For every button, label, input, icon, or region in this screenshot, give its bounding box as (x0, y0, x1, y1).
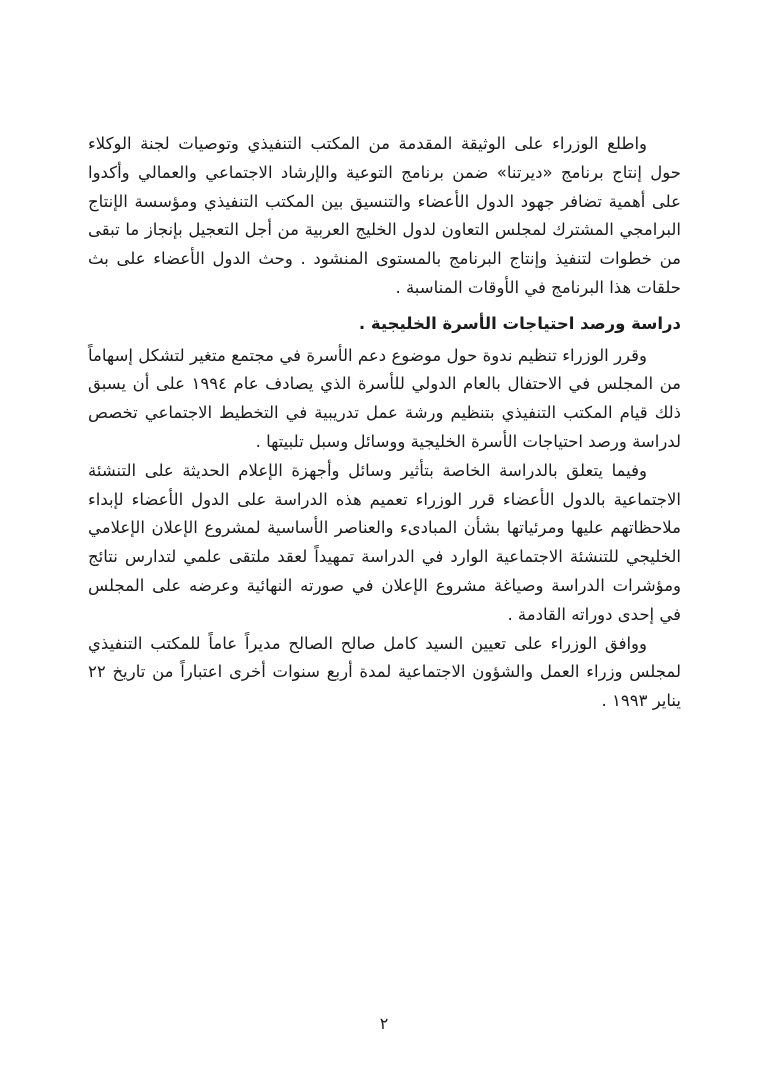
page-number: ٢ (379, 1014, 389, 1033)
paragraph-media-study: وفيما يتعلق بالدراسة الخاصة بتأثير وسائل وأجهزة الإعلام الحديثة على التنشئة الاجتماعية بالدول الأعضاء قرر الوزراء تعميم هذه الدراسة على الدول الأعضاء لإبداء ملاحظاتهم عليها ومرئياتها بشأن المبادىء والعناصر الأساسية لمشروع الإعلان الإعلامي الخليجي للتنشئة الاجتماعية الوارد في الدراسة تمهيداً لعقد ملتقى علمي لتدارس نتائج ومؤشرات الدراسة وصياغة مشروع الإعلان في صورته النهائية وعرضه على المجلس في إحدى دوراته القادمة . (88, 460, 681, 624)
document-body (88, 130, 681, 716)
paragraph-director-appointment: ووافق الوزراء على تعيين السيد كامل صالح الصالح مديراً عاماً للمكتب التنفيذي لمجلس وزراء العمل والشؤون الاجتماعية لمدة أربع سنوات أخرى اعتباراً من تاريخ ٢٢ يناير ١٩٩٣ . (88, 633, 681, 711)
section-heading-family-needs: دراسة ورصد احتياجات الأسرة الخليجية . (358, 313, 681, 333)
paragraph-media-program: واطلع الوزراء على الوثيقة المقدمة من المكتب التنفيذي وتوصيات لجنة الوكلاء حول إنتاج برنامج «ديرتنا» ضمن برنامج التوعية والإرشاد الاجتماعي والعمالي وأكدوا على أهمية تضافر جهود الدول الأعضاء والتنسيق بين المكتب التنفيذي ومؤسسة الإنتاج البرامجي المشترك لمجلس التعاون لدول الخليج العربية من أجل التعجيل بإنجاز ما تبقى من خطوات لتنفيذ وإنتاج البرنامج بالمستوى المنشود . وحث الدول الأعضاء على بث حلقات هذا البرنامج في الأوقات المناسبة . (88, 134, 681, 297)
paragraph-family-seminar: وقرر الوزراء تنظيم ندوة حول موضوع دعم الأسرة في مجتمع متغير لتشكل إسهاماً من المجلس في الاحتفال بالعام الدولي للأسرة الذي يصادف عام ١٩٩٤ على أن يسبق ذلك قيام المكتب التنفيذي بتنظيم ورشة عمل تدريبية في التخطيط الاجتماعي تخصص لدراسة ورصد احتياجات الأسرة الخليجية ووسائل وسبل تلبيتها . (88, 345, 681, 451)
